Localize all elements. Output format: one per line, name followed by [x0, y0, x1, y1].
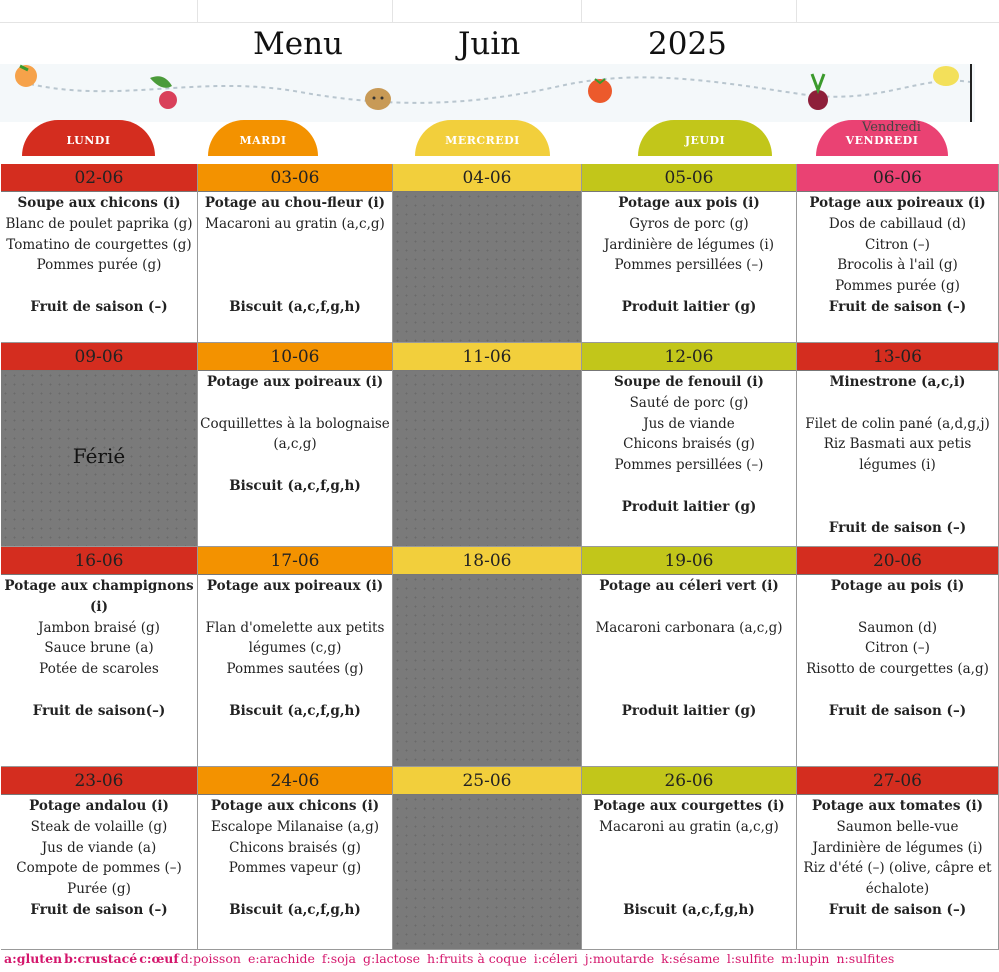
menu-item-bold: Produit laitier (g) — [621, 298, 757, 315]
day-cell — [797, 343, 999, 547]
legend-item: c:œuf — [139, 951, 179, 966]
menu-item — [198, 597, 392, 618]
menu-item-bold: Potage aux poireaux (i) — [206, 374, 384, 390]
day-menu — [797, 795, 998, 949]
closed-block — [393, 795, 581, 949]
day-menu — [198, 371, 392, 546]
day-date: 03-06 — [198, 164, 392, 192]
day-menu — [582, 371, 796, 546]
orange-icon — [15, 65, 37, 87]
menu-item-bold: Potage au céleri vert (i) — [599, 578, 779, 594]
day-date: 26-06 — [582, 767, 796, 795]
menu-item: Blanc de poulet paprika (g) — [5, 215, 193, 232]
menu-item: Tomatino de courgettes (g) — [6, 236, 192, 253]
day-cell — [582, 343, 797, 547]
legend-item: g:lactose — [362, 951, 421, 966]
menu-item: Pommes purée (g) — [36, 257, 162, 274]
legend-item: l:sulfite — [726, 951, 775, 966]
day-menu — [1, 795, 197, 949]
menu-item-bold: Potage aux poireaux (i) — [809, 195, 986, 211]
day-cell — [1, 164, 198, 343]
menu-item — [198, 879, 392, 900]
menu-item-bold: Fruit de saison (–) — [828, 901, 967, 918]
day-date: 19-06 — [582, 547, 796, 575]
menu-item — [582, 276, 796, 297]
menu-item — [797, 497, 998, 518]
menu-item: Compote de pommes (–) — [16, 860, 182, 877]
day-cell — [1, 343, 198, 547]
allergen-legend — [4, 951, 901, 966]
menu-item — [582, 858, 796, 879]
menu-item — [1, 276, 197, 297]
legend-item: m:lupin — [781, 951, 830, 966]
day-date: 12-06 — [582, 343, 796, 371]
menu-item — [797, 476, 998, 497]
day-date: 25-06 — [393, 767, 581, 795]
menu-item-bold: Produit laitier (g) — [621, 702, 757, 719]
lemon-icon — [933, 66, 959, 86]
menu-item — [582, 879, 796, 900]
menu-item-bold: Biscuit (a,c,f,g,h) — [229, 477, 361, 494]
menu-item: Filet de colin pané (a,d,g,j) — [805, 415, 990, 432]
legend-item: k:sésame — [661, 951, 720, 966]
menu-item: Steak de volaille (g) — [30, 818, 168, 835]
menu-item: Jus de viande — [643, 415, 735, 432]
menu-item — [582, 838, 796, 859]
banner-day-jeudi: JEUDI — [638, 120, 772, 156]
menu-item: Jambon braisé (g) — [38, 619, 160, 636]
legend-item: h:fruits à coque — [427, 951, 527, 966]
potato-icon — [365, 88, 391, 110]
banner-day-lundi: LUNDI — [22, 120, 155, 156]
menu-item-bold: Potage aux courgettes (i) — [593, 798, 785, 814]
day-date: 09-06 — [1, 343, 197, 371]
day-date: 23-06 — [1, 767, 197, 795]
day-cell — [198, 343, 393, 547]
day-cell — [198, 164, 393, 343]
menu-item — [198, 235, 392, 256]
menu-item — [582, 638, 796, 659]
day-menu — [198, 795, 392, 949]
menu-item — [198, 393, 392, 414]
day-cell — [1, 767, 198, 950]
day-cell — [582, 164, 797, 343]
day-date: 16-06 — [1, 547, 197, 575]
day-date: 02-06 — [1, 164, 197, 192]
menu-item — [582, 476, 796, 497]
title-year: 2025 — [648, 26, 727, 62]
menu-item-bold: Biscuit (a,c,f,g,h) — [623, 901, 755, 918]
menu-item — [797, 680, 998, 701]
menu-item: Citron (–) — [865, 640, 930, 657]
menu-item-bold: Potage aux poireaux (i) — [206, 578, 384, 594]
menu-item: Potée de scaroles — [39, 661, 159, 678]
day-menu — [1, 575, 197, 766]
menu-item: Riz d'été (–) (olive, câpre et échalote) — [803, 860, 992, 898]
banner-divider — [970, 64, 972, 122]
menu-item-bold: Potage au chou-fleur (i) — [204, 195, 386, 211]
menu-item — [198, 276, 392, 297]
menu-item-bold: Biscuit (a,c,f,g,h) — [229, 901, 361, 918]
day-cell — [1, 547, 198, 767]
day-cell — [198, 767, 393, 950]
day-menu — [1, 192, 197, 342]
day-menu — [198, 575, 392, 766]
menu-item — [198, 680, 392, 701]
menu-item — [198, 255, 392, 276]
menu-item: Macaroni au gratin (a,c,g) — [205, 215, 385, 232]
day-date: 06-06 — [797, 164, 998, 192]
menu-item-bold: Fruit de saison (–) — [828, 702, 967, 719]
menu-item: Gyros de porc (g) — [629, 215, 749, 232]
menu-item: Purée (g) — [67, 881, 131, 898]
menu-item: Brocolis à l'ail (g) — [837, 257, 958, 274]
menu-item-bold: Potage andalou (i) — [29, 798, 169, 814]
day-date: 10-06 — [198, 343, 392, 371]
day-date: 20-06 — [797, 547, 998, 575]
menu-item: Macaroni carbonara (a,c,g) — [595, 619, 783, 636]
day-date: 13-06 — [797, 343, 998, 371]
menu-item-bold: Fruit de saison (–) — [30, 298, 168, 315]
banner-day-mardi: MARDI — [208, 120, 318, 156]
menu-item: Flan d'omelette aux petits légumes (c,g) — [205, 619, 385, 657]
legend-item: n:sulfites — [836, 951, 895, 966]
menu-item: Pommes purée (g) — [835, 278, 960, 295]
day-cell — [797, 164, 999, 343]
day-date: 27-06 — [797, 767, 998, 795]
menu-item — [582, 659, 796, 680]
day-cell — [198, 547, 393, 767]
day-cell — [797, 767, 999, 950]
day-menu — [797, 575, 998, 766]
menu-item-bold: Minestrone (a,c,i) — [829, 374, 966, 390]
legend-item: a:gluten — [4, 951, 63, 966]
day-menu — [797, 371, 998, 546]
menu-item: Escalope Milanaise (a,g) — [210, 818, 380, 835]
day-menu — [797, 192, 998, 342]
menu-item: Pommes persillées (–) — [614, 457, 764, 474]
menu-item: Dos de cabillaud (d) — [828, 215, 967, 232]
day-date: 18-06 — [393, 547, 581, 575]
day-menu — [198, 192, 392, 342]
menu-item: Pommes sautées (g) — [226, 661, 364, 678]
day-date: 05-06 — [582, 164, 796, 192]
menu-item: Chicons braisés (g) — [623, 436, 755, 453]
legend-item: f:soja — [321, 951, 356, 966]
menu-item-bold: Potage aux chicons (i) — [210, 798, 380, 814]
menu-item-bold: Soupe aux chicons (i) — [17, 195, 181, 211]
menu-item-bold: Produit laitier (g) — [621, 498, 757, 515]
legend-item: j:moutarde — [584, 951, 655, 966]
menu-item: Saumon belle-vue — [836, 818, 959, 835]
menu-item: Jardinière de légumes (i) — [812, 839, 983, 856]
banner-day-mercredi: MERCREDI — [415, 120, 550, 156]
menu-item-bold: Biscuit (a,c,f,g,h) — [229, 298, 361, 315]
menu-item — [797, 393, 998, 414]
legend-item: d:poisson — [180, 951, 241, 966]
banner-day-vendredi: VENDREDI — [816, 120, 948, 156]
day-menu — [582, 575, 796, 766]
day-cell — [393, 164, 582, 343]
menu-item — [797, 597, 998, 618]
menu-item: Riz Basmati aux petis légumes (i) — [823, 436, 972, 474]
menu-item-bold: Potage au pois (i) — [830, 578, 965, 594]
banner-stray-text: Vendredi — [862, 120, 921, 135]
legend-item: b:crustacé — [64, 951, 138, 966]
menu-item: Saumon (d) — [857, 619, 938, 636]
tomato-icon — [588, 79, 612, 103]
day-date: 11-06 — [393, 343, 581, 371]
holiday-label: Férié — [72, 444, 126, 468]
title-month: Juin — [458, 26, 521, 62]
menu-item-bold: Potage aux pois (i) — [618, 195, 760, 211]
day-date: 24-06 — [198, 767, 392, 795]
day-date: 04-06 — [393, 164, 581, 192]
day-cell — [393, 547, 582, 767]
menu-item-bold: Potage aux champignons (i) — [4, 578, 194, 615]
menu-item: Risotto de courgettes (a,g) — [806, 661, 989, 678]
menu-item — [198, 455, 392, 476]
menu-item-bold: Soupe de fenouil (i) — [614, 374, 764, 390]
holiday-block — [1, 371, 197, 546]
day-cell — [393, 767, 582, 950]
menu-item-bold: Fruit de saison (–) — [828, 519, 967, 536]
menu-item-bold: Potage aux tomates (i) — [811, 798, 984, 814]
day-menu — [582, 192, 796, 342]
menu-item: Sauté de porc (g) — [629, 394, 749, 411]
day-cell — [582, 547, 797, 767]
menu-item — [582, 680, 796, 701]
menu-item: Coquillettes à la bolognaise (a,c,g) — [200, 415, 390, 453]
menu-item: Jardinière de légumes (i) — [603, 236, 775, 253]
day-cell — [582, 767, 797, 950]
closed-block — [393, 192, 581, 342]
legend-item: i:céleri — [533, 951, 578, 966]
menu-item: Pommes vapeur (g) — [228, 860, 362, 877]
sheet-gridlines — [0, 0, 999, 22]
day-menu — [582, 795, 796, 949]
closed-block — [393, 371, 581, 546]
day-cell — [393, 343, 582, 547]
menu-item-bold: Fruit de saison (–) — [30, 901, 168, 918]
menu-item: Jus de viande (a) — [41, 839, 157, 856]
menu-item: Pommes persillées (–) — [614, 257, 764, 274]
menu-item — [582, 597, 796, 618]
legend-item: e:arachide — [247, 951, 315, 966]
day-cell — [797, 547, 999, 767]
menu-item: Macaroni au gratin (a,c,g) — [599, 818, 779, 835]
day-date: 17-06 — [198, 547, 392, 575]
menu-item-bold: Fruit de saison(–) — [32, 702, 166, 719]
menu-item: Chicons braisés (g) — [229, 839, 361, 856]
menu-item: Sauce brune (a) — [44, 640, 154, 657]
menu-item-bold: Fruit de saison (–) — [828, 298, 967, 315]
menu-item: Citron (–) — [865, 236, 930, 253]
closed-block — [393, 575, 581, 766]
menu-item — [1, 680, 197, 701]
title-menu: Menu — [253, 26, 344, 62]
menu-item-bold: Biscuit (a,c,f,g,h) — [229, 702, 361, 719]
